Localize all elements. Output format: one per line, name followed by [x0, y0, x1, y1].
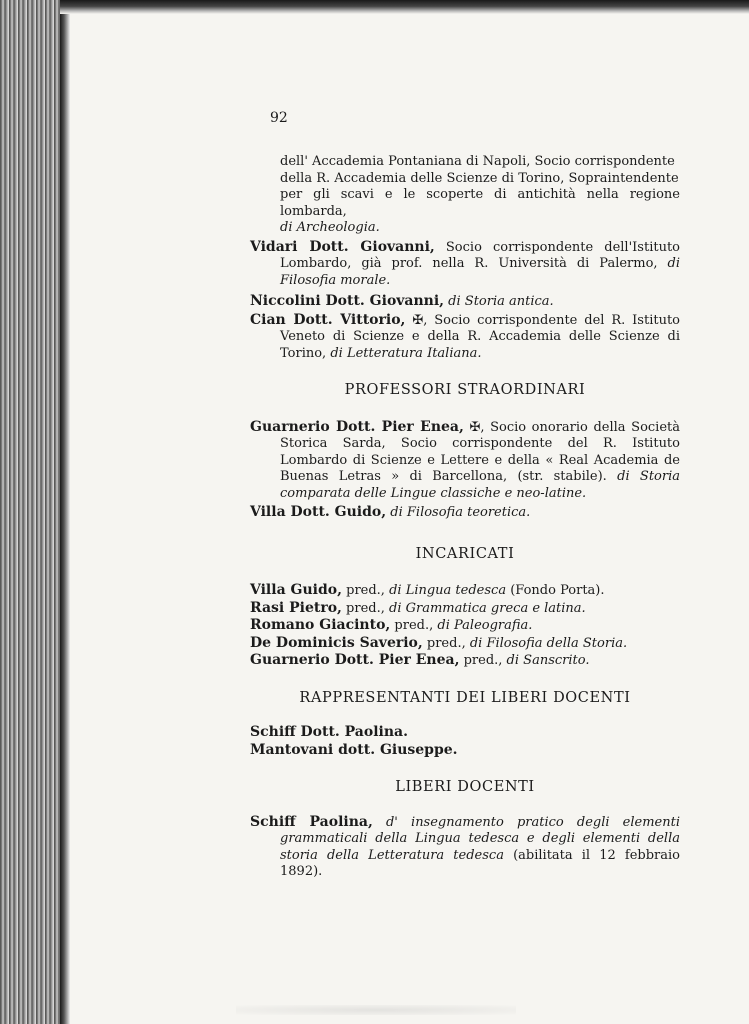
section-heading-incaricati: INCARICATI — [415, 545, 515, 562]
entry-name: De Dominicis Saverio, — [250, 634, 423, 651]
entry-text: Socio corrispondente dell'Istituto Lombardo, già prof. nella R. Università di Palermo, — [280, 239, 680, 271]
entry-name: Mantovani dott. Giuseppe. — [250, 741, 458, 758]
entry-name: Vidari Dott. Giovanni, — [250, 238, 435, 255]
entry-text: pred., — [390, 618, 438, 633]
entry-subject: di Paleografia. — [437, 618, 533, 633]
entry-niccolini — [250, 293, 680, 311]
entry-subject: di Grammatica greca e latina. — [389, 600, 586, 616]
page-number: 92 — [270, 110, 288, 126]
entry-name: Niccolini Dott. Giovanni, — [250, 293, 445, 309]
entry-subject: di Storia antica. — [444, 294, 554, 309]
section-heading-liberi-docenti: LIBERI DOCENTI — [395, 779, 535, 795]
entry-name: Rasi Pietro, — [250, 599, 342, 616]
entry-name: Schiff Paolina, — [250, 813, 373, 830]
entry-name: Guarnerio Dott. Pier Enea, — [250, 652, 460, 668]
entry-subject: d' insegnamento pratico degli elementi grammaticali della Lingua tedesca e degli elementi della storia della Letteratura tedesca — [280, 814, 680, 863]
list-item — [250, 652, 680, 670]
entry-text: ✠, Socio corrispondente del R. Istituto Veneto di Scienze e della R. Accademia delle Scienze di Torino, — [280, 312, 681, 361]
list-item — [250, 600, 680, 618]
entry-extra: (abilitata il 12 febbraio 1892). — [280, 847, 680, 879]
entry-subject: di Filosofia morale. — [280, 256, 680, 288]
section-heading-rappresentanti: RAPPRESENTANTI DEI LIBERI DOCENTI — [299, 689, 631, 706]
cont-subject: di Archeologia. — [280, 220, 380, 235]
entry-schiff — [250, 814, 680, 881]
entry-cian — [250, 312, 680, 363]
entry-subject: di Filosofia della Storia. — [469, 635, 628, 651]
entry-villa-dott — [250, 504, 680, 522]
cont-line-2: della R. Accademia delle Scienze di Torino, Sopraintendente — [280, 170, 679, 186]
list-item — [250, 724, 680, 742]
entry-vidari — [250, 239, 680, 290]
entry-name: Villa Dott. Guido, — [250, 504, 387, 520]
entry-subject: di Lingua tedesca — [389, 583, 507, 598]
entry-text: ✠, Socio onorario della Società Storica Sarda, Socio corrispondente del R. Istituto Lombardo di Scienze e Lettere e della « Real Academia de Buenas Letras » di Barcellona, (str. stabile). — [280, 419, 680, 484]
book-binding-edge — [0, 0, 64, 1024]
entry-name: Cian Dott. Vittorio, — [250, 311, 406, 328]
entry-name: Schiff Dott. Paolina. — [250, 724, 408, 740]
paper-stain — [236, 1005, 516, 1015]
entry-text: pred., — [341, 600, 390, 616]
list-item — [250, 635, 680, 653]
top-page-shadow — [60, 0, 749, 14]
page-body — [250, 108, 680, 881]
entry-name: Villa Guido, — [250, 582, 342, 598]
entry-continuation — [250, 154, 680, 237]
entry-text: pred., — [459, 653, 507, 668]
cont-line-1: dell' Accademia Pontaniana di Napoli, Socio corrispondente — [280, 154, 675, 169]
entry-guarnerio — [250, 419, 680, 503]
book-spine-shadow — [60, 0, 70, 1024]
entry-name: Romano Giacinto, — [250, 617, 391, 633]
section-heading-straordinari: PROFESSORI STRAORDINARI — [344, 382, 586, 398]
cont-line-3: per gli scavi e le scoperte di antichità nella regione lombarda, — [280, 187, 680, 219]
entry-name: Guarnerio Dott. Pier Enea, — [250, 418, 464, 435]
entry-subject: di Filosofia teoretica. — [386, 505, 531, 520]
entry-subject: di Letteratura Italiana. — [330, 345, 482, 361]
incaricati-list — [250, 582, 680, 670]
list-item — [250, 617, 680, 635]
entry-text: pred., — [341, 583, 390, 598]
list-item — [250, 582, 680, 600]
entry-text: pred., — [422, 635, 470, 651]
list-item — [250, 742, 680, 760]
entry-subject: di Storia comparata delle Lingue classiche e neo-latine. — [280, 469, 680, 501]
entry-subject: di Sanscrito. — [506, 653, 590, 668]
entry-extra: (Fondo Porta). — [506, 583, 605, 598]
rappresentanti-list — [250, 724, 680, 759]
